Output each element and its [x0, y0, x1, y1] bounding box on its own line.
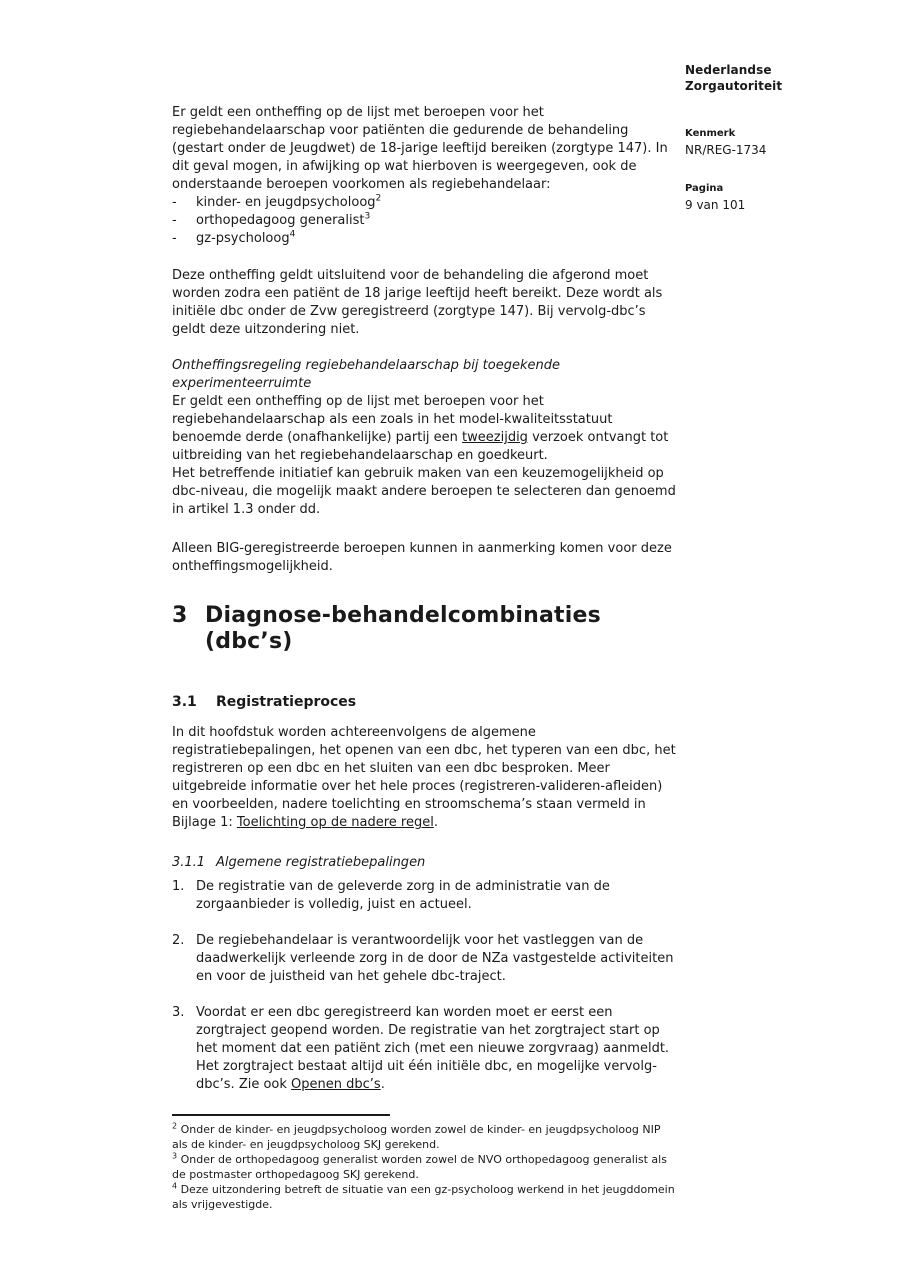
subsection-title: Algemene registratiebepalingen	[216, 855, 426, 870]
pagina-value: 9 van 101	[685, 198, 746, 212]
footnote-number: 4	[172, 1181, 178, 1191]
paragraph-ontheffing-uitsluitend: Deze ontheffing geldt uitsluitend voor de behandeling die afgerond moet worden zodra een patiënt de 18 jarige leeftijd heeft bereikt. Deze wordt als initiële dbc onder de Zvw geregistreerd (zorgtype 147). Bij vervolg-dbc’s geldt deze uitzondering niet.	[172, 268, 663, 337]
bullet-dash: -	[172, 231, 177, 246]
item-text: Voordat er een dbc geregistreerd kan worden moet er eerst een zorgtraject geopend worden. De registratie van het zorgtraject start op het moment dat een patiënt zich (met een nieuwe zorgvraag) aanmeldt. Het zorgtraject bestaat altijd uit één initiële dbc, en mogelijke vervolg-dbc’s. Zie ook Openen dbc’s.	[196, 1005, 670, 1092]
paragraph-hoofdstuk-overzicht: In dit hoofdstuk worden achtereenvolgens de algemene registratiebepalingen, het openen van een dbc, het typeren van een dbc, het registreren op een dbc en het sluiten van een dbc besproken. Meer uitgebreide informatie over het hele proces (registreren-valideren-afleiden) en voorbeelden, nadere toelichting en stroomschema’s staan vermeld in Bijlage 1: Toelichting op de nadere regel.	[172, 725, 676, 830]
item-number: 1.	[172, 879, 185, 894]
org-name: Nederlandse Zorgautoriteit	[685, 63, 783, 93]
subsection-heading-registratiebepalingen	[172, 854, 677, 872]
footnote-ref-2: 2	[375, 193, 382, 204]
subheading-ontheffingsregeling: Ontheffingsregeling regiebehandelaarschap bij toegekende experimenteerruimte	[172, 358, 560, 391]
item-number: 3.	[172, 1005, 185, 1020]
profession-bullet-list	[172, 194, 677, 248]
paragraph-ontheffing-jeugdwet: Er geldt een ontheffing op de lijst met beroepen voor het regiebehandelaarschap voor patiënten die gedurende de behandeling (gestart onder de Jeugdwet) de 18-jarige leeftijd bereiken (zorgtype 147). In dit geval mogen, in afwijking op wat hierboven is weergegeven, ook de onderstaande beroepen voorkomen als regiebehandelaar:	[172, 105, 668, 192]
footnote-number: 3	[172, 1151, 178, 1161]
link-openen-dbcs[interactable]: Openen dbc’s	[291, 1077, 381, 1092]
paragraph-ontheffing-experimenteerruimte	[172, 393, 677, 519]
footnote-separator	[172, 1114, 390, 1116]
list-item	[172, 194, 677, 212]
section-heading-registratieproces	[172, 693, 677, 711]
link-toelichting-nadere-regel[interactable]: Toelichting op de nadere regel	[236, 815, 434, 830]
footnote-ref-4: 4	[289, 229, 296, 240]
footnote-3: $^3$ Onder de orthopedagoog generalist worden zowel de NVO orthopedagoog generalist als de postmaster orthopedagoog SKJ gerekend.	[172, 1151, 667, 1181]
footnote-4: $^4$ Deze uitzondering betreft de situatie van een gz-psycholoog werkend in het jeugddomein als vrijgevestigde.	[172, 1181, 675, 1211]
numbered-item-2	[172, 932, 677, 986]
section-number: 3.1	[172, 694, 197, 710]
document-meta-column	[685, 62, 865, 213]
paragraph-big-geregistreerd: Alleen BIG-geregistreerde beroepen kunnen in aanmerking komen voor deze ontheffingsmogelijkheid.	[172, 541, 672, 574]
footnote-number: 2	[172, 1121, 178, 1131]
bullet-dash: -	[172, 213, 177, 228]
footnote-ref-3: 3	[364, 211, 371, 222]
document-body	[172, 104, 677, 1212]
list-item-label: gz-psycholoog$^4$	[196, 229, 296, 246]
list-item-label: kinder- en jeugdpsycholoog$^2$	[196, 193, 382, 210]
numbered-item-3	[172, 1004, 677, 1094]
chapter-title: Diagnose-behandelcombinaties (dbc’s)	[205, 603, 601, 654]
kenmerk-label: Kenmerk	[685, 128, 736, 139]
paragraph-part-b: Het betreffende initiatief kan gebruik maken van een keuzemogelijkheid op dbc-niveau, die mogelijk maakt andere beroepen te selecteren dan genoemd in artikel 1.3 onder dd.	[172, 466, 676, 517]
footnote-2: $^2$ Onder de kinder- en jeugdpsycholoog worden zowel de kinder- en jeugdpsycholoog NIP als de kinder- en jeugdpsycholoog SKJ gerekend.	[172, 1121, 661, 1151]
subsection-number: 3.1.1	[172, 855, 206, 870]
item-text: De registratie van de geleverde zorg in de administratie van de zorgaanbieder is volledig, juist en actueel.	[196, 879, 610, 912]
list-item	[172, 212, 677, 230]
paragraph-part-a: Er geldt een ontheffing op de lijst met beroepen voor het regiebehandelaarschap als een zoals in het model-kwaliteitsstatuut benoemde derde (onafhankelijke) partij een tweezijdig verzoek ontvangt tot uitbreiding van het regiebehandelaarschap en goedkeurt.	[172, 394, 669, 463]
registration-rules-list	[172, 878, 677, 1094]
section-title: Registratieproces	[216, 694, 357, 710]
item-text: De regiebehandelaar is verantwoordelijk voor het vastleggen van de daadwerkelijk verleende zorg in de door de NZa vastgestelde activiteiten en voor de juistheid van het gehele dbc-traject.	[196, 933, 674, 984]
pagina-label: Pagina	[685, 183, 724, 194]
kenmerk-value: NR/REG-1734	[685, 143, 767, 157]
numbered-item-1	[172, 878, 677, 914]
list-item-label: orthopedagoog generalist$^3$	[196, 211, 371, 228]
chapter-number: 3	[172, 603, 188, 628]
emphasized-tweezijdig: tweezijdig	[462, 430, 528, 445]
list-item	[172, 230, 677, 248]
item-number: 2.	[172, 933, 185, 948]
bullet-dash: -	[172, 195, 177, 210]
chapter-heading	[172, 603, 677, 655]
footnotes	[172, 1122, 677, 1212]
